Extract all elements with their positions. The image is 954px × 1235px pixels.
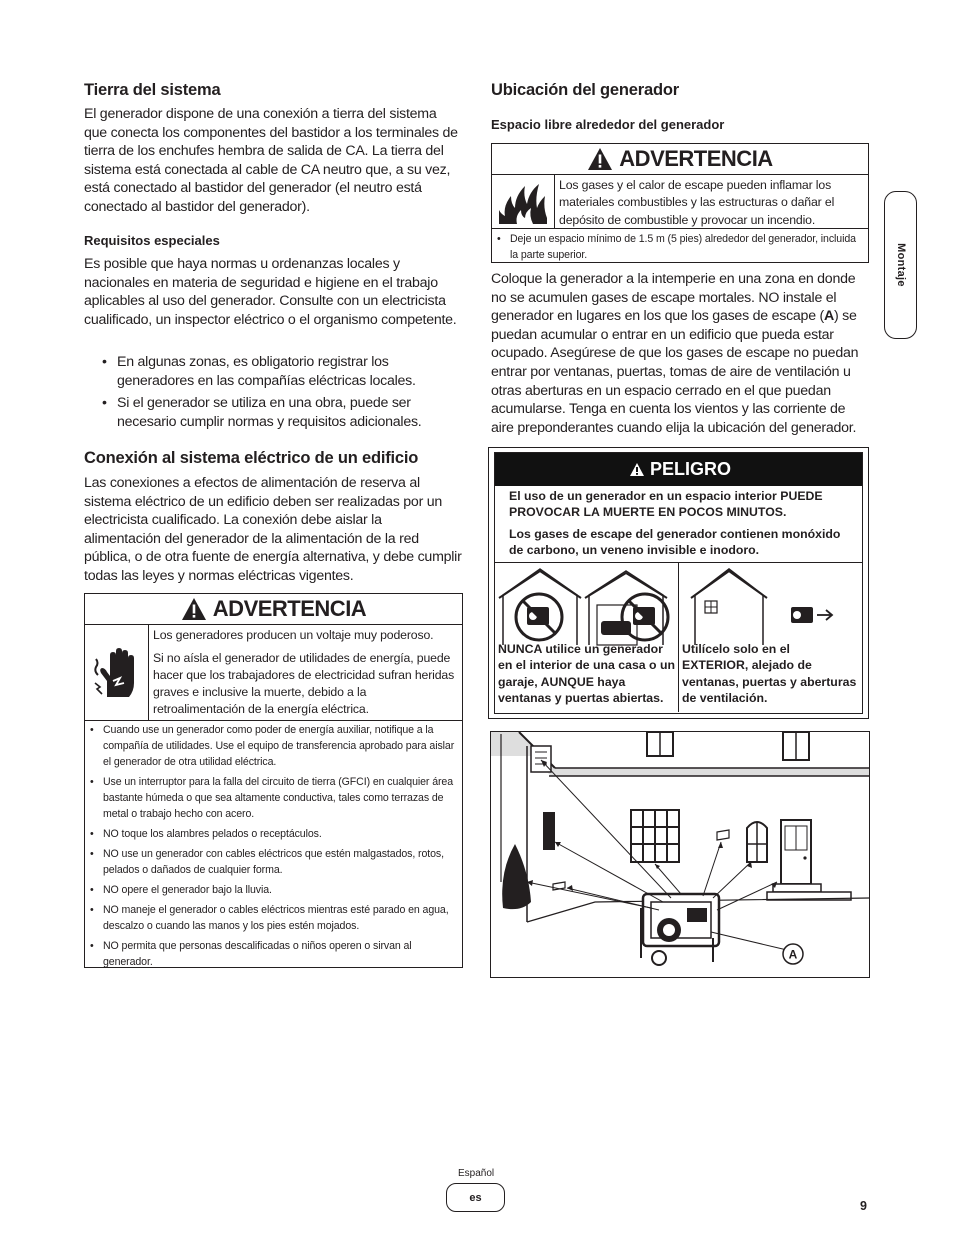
list-item: • NO opere el generador bajo la lluvia. xyxy=(89,883,458,899)
fire-icon xyxy=(492,175,555,228)
generator-icon xyxy=(641,894,719,965)
language-label: Español xyxy=(458,1168,495,1179)
warning-title: ADVERTENCIA xyxy=(212,596,367,621)
warning-list xyxy=(492,229,868,269)
danger-title: PELIGRO xyxy=(650,459,732,479)
subheading-requisitos: Requisitos especiales xyxy=(84,233,220,248)
list-item: • Deje un espacio mínimo de 1.5 m (5 pies) alrededor del generador, incluida la parte superior. xyxy=(496,231,864,263)
danger-panel-outdoors xyxy=(678,563,862,712)
no-indoor-house-garage-icon xyxy=(495,565,681,651)
danger-message xyxy=(495,486,862,563)
house-generator-illustration xyxy=(491,732,870,978)
danger-message-2: Los gases de escape del generador contienen monóxido de carbono, un veneno invisible e inodoro. xyxy=(509,527,841,557)
panel-caption-left: NUNCA utilice un generador en el interior de una casa o un garaje, AUNQUE haya ventanas y puertas abiertas. xyxy=(498,642,675,705)
fire-warning-box xyxy=(491,143,869,263)
warning-header xyxy=(85,594,462,625)
language-code-badge: es xyxy=(446,1183,505,1212)
reference-a: A xyxy=(824,308,834,325)
section-heading-tierra: Tierra del sistema xyxy=(84,81,221,99)
callout-label-a: A xyxy=(788,947,798,962)
list-item: • En algunas zonas, es obligatorio registrar los generadores en las compañías eléctricas locales. xyxy=(102,353,462,390)
section-tab-montaje[interactable] xyxy=(884,191,917,339)
tierra-body: El generador dispone de una conexión a tierra del sistema que conecta los componentes del bastidor a los terminales de tierra de los enchufes hembra de salida de CA. La tierra del sistema está conectada al cable de CA neutro que, a su vez, está conectado al bastidor del generador (el neutro está conectado al bastidor del generador). xyxy=(84,106,458,215)
warning-list xyxy=(85,721,462,977)
warning-message-row xyxy=(85,625,462,721)
electric-shock-hand-icon xyxy=(85,625,149,720)
warning-message xyxy=(149,625,460,720)
list-item: • Si el generador se utiliza en una obra, puede ser necesario cumplir normas y requisitos adicionales. xyxy=(102,394,462,431)
subheading-espacio: Espacio libre alrededor del generador xyxy=(491,117,725,132)
list-item: • NO toque los alambres pelados o receptáculos. xyxy=(89,827,458,843)
list-item: • NO maneje el generador o cables eléctricos mientras esté parado en agua, descalzo o cuando las manos y los pies estén mojados. xyxy=(89,903,458,935)
warning-triangle-icon xyxy=(181,597,207,621)
warning-text: Los gases y el calor de escape pueden inflamar los materiales combustibles y las estructuras o dañar el depósito de combustible y provocar un incendio. xyxy=(559,178,835,227)
danger-message-1: El uso de un generador en un espacio interior PUEDE PROVOCAR LA MUERTE EN POCOS MINUTOS. xyxy=(509,489,823,519)
section-heading-ubicacion: Ubicación del generador xyxy=(491,81,679,99)
danger-header xyxy=(495,453,862,486)
warning-triangle-icon xyxy=(629,462,645,477)
warning-triangle-icon xyxy=(587,147,613,171)
conexion-body: Las conexiones a efectos de alimentación de reserva al sistema eléctrico de un edificio deben ser realizadas por un electricista cualificado. La conexión debe aislar la alimentación del generador de la alimentación de la red pública, o de otra fuente de energía alternativa, y debe cumplir todas las leyes y normas eléctricas vigentes. xyxy=(84,475,462,584)
list-item: • Cuando use un generador como poder de energía auxiliar, notifique a la compañía de utilidades. Use el equipo de transferencia aprobado para aislar el generador de otra utilidad eléctrica. xyxy=(89,723,458,771)
electrical-warning-box xyxy=(84,593,463,968)
warning-text-1: Los generadores producen un voltaje muy poderoso. xyxy=(153,628,434,642)
ubicacion-body: Coloque la generador a la intemperie en una zona en donde no se acumulen gases de escape mortales. NO instale el generador en lugares en los que los gases de escape (A) se puedan acumular o entrar en un edificio que pueda estar ocupado. Asegúrese de que los gases de escape no puedan entrar por ventanas, puertas, tomas de aire de ventilación u otras aberturas en un espacio cerrado en el que puedan acumularse. Tenga en cuenta los vientos y las corriente de aire preponderantes cuando elija la ubicación del generador. xyxy=(491,271,859,436)
warning-message-row xyxy=(492,175,868,229)
outdoor-house-icon xyxy=(679,565,861,651)
panel-caption-right: Utilícelo solo en el EXTERIOR, alejado de ventanas, puertas y aberturas de ventilación. xyxy=(682,642,857,705)
warning-text-2: Si no aísla el generador de utilidades de energía, puede hacer que los trabajadores de electricidad sufran heridas graves e inclusive la muerte, debido a la retroalimentación de la energía eléctrica. xyxy=(153,651,455,716)
warning-title: ADVERTENCIA xyxy=(619,146,773,171)
generator-placement-illustration xyxy=(490,731,870,978)
requisitos-bullets xyxy=(102,353,462,435)
list-item: • NO use un generador con cables eléctricos que estén malgastados, rotos, pelados o dañados de cualquier forma. xyxy=(89,847,458,879)
danger-box xyxy=(488,447,869,719)
requisitos-body: Es posible que haya normas u ordenanzas locales y nacionales en materia de seguridad e higiene en el trabajo aplicables al uso del generador. Consulte con un electricista cualificado, un inspector eléctrico o el organismo competente. xyxy=(84,256,457,328)
section-heading-conexion: Conexión al sistema eléctrico de un edificio xyxy=(84,449,419,467)
warning-header xyxy=(492,144,868,175)
page-number: 9 xyxy=(860,1199,867,1213)
danger-panel-never-indoors xyxy=(495,563,678,712)
warning-message xyxy=(555,175,868,228)
list-item: • NO permita que personas descalificadas o niños operen o sirvan al generador. xyxy=(89,939,458,971)
section-tab-label: Montaje xyxy=(894,243,907,287)
list-item: • Use un interruptor para la falla del circuito de tierra (GFCI) en cualquier área bastante húmeda o que sea altamente conductiva, tales como terrazas de metal o trabajo hecho con acero. xyxy=(89,775,458,823)
